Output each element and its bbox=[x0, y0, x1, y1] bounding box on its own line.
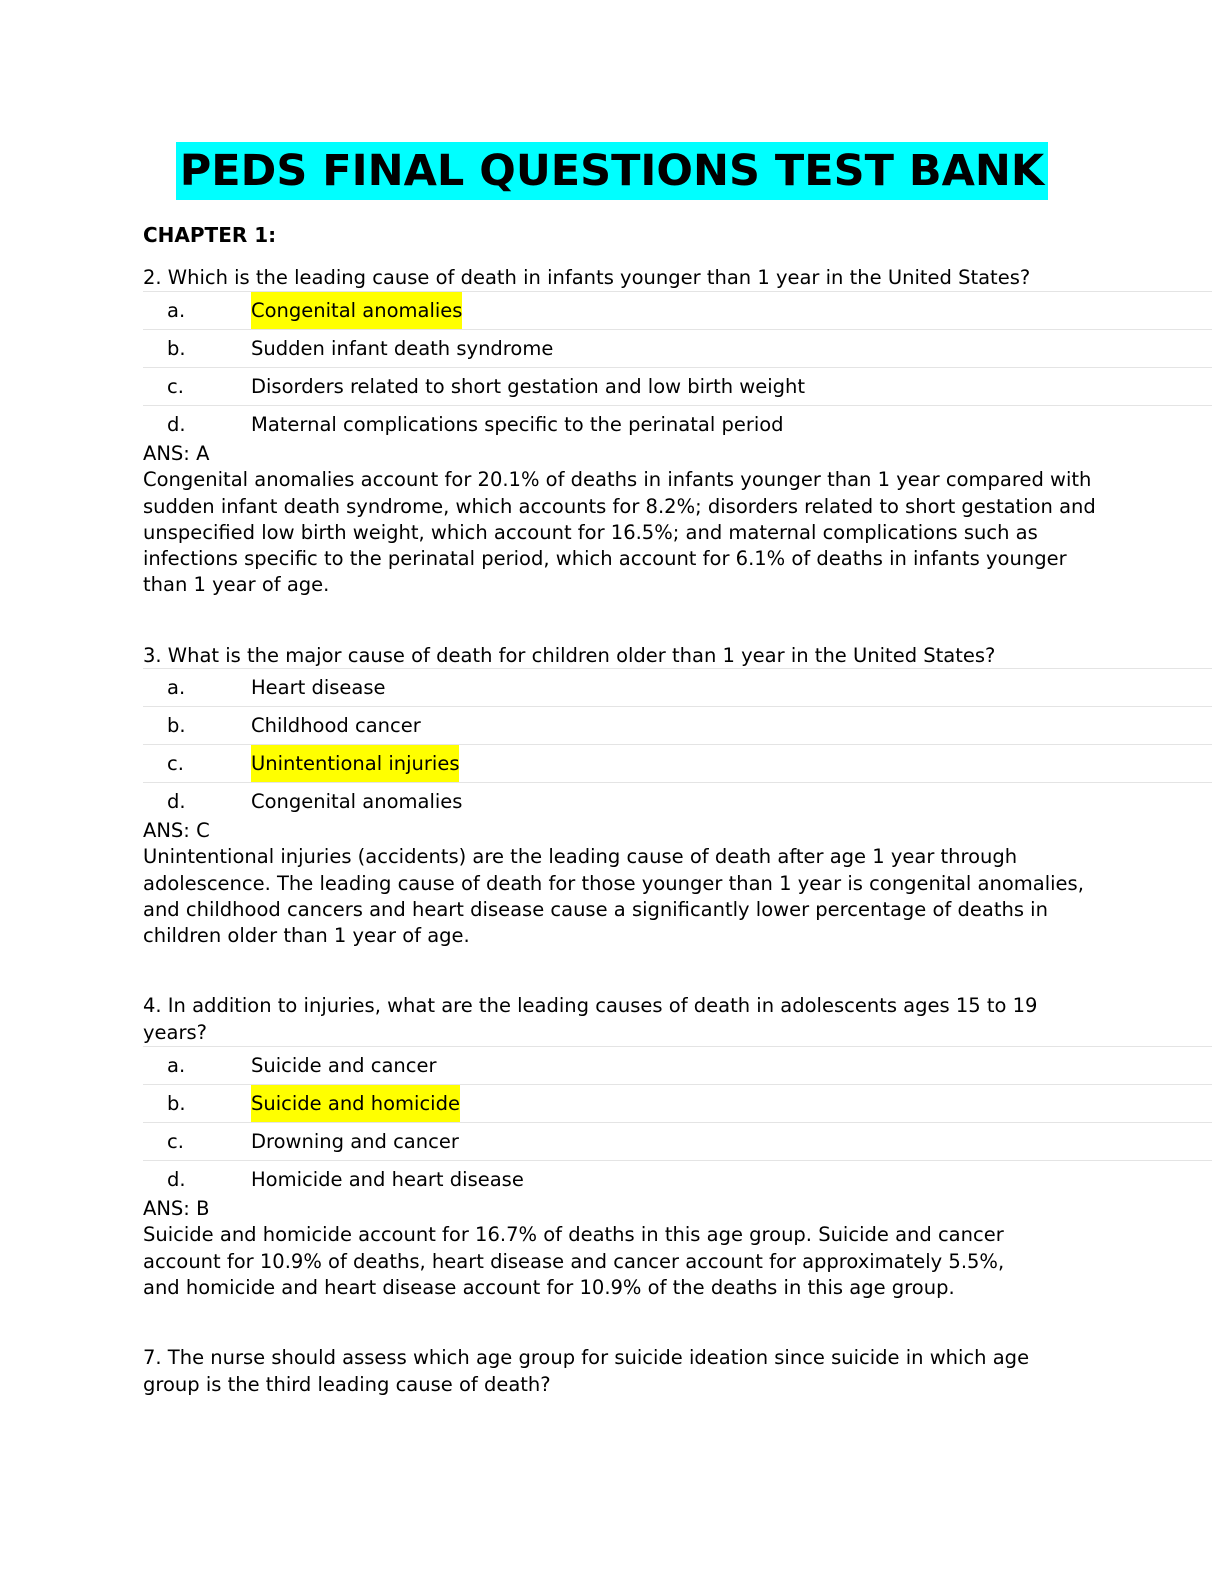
rationale-text: Suicide and homicide account for 16.7% of deaths in this age group. Suicide and cancer account for 10.9% of deaths, heart disease and cancer account for approximately 5.5%, and homicide and heart disease account for 10.9% of the deaths in this age group. bbox=[143, 1223, 1005, 1299]
option-text: Childhood cancer bbox=[251, 714, 421, 737]
answer-key: ANS: B bbox=[143, 1197, 210, 1220]
question-4-answer-block bbox=[143, 1196, 1043, 1301]
document-title: PEDS FINAL QUESTIONS TEST BANK bbox=[176, 142, 1049, 200]
option-letter: d. bbox=[167, 790, 186, 813]
option-text: Suicide and cancer bbox=[251, 1054, 437, 1077]
option-letter: d. bbox=[167, 413, 186, 436]
option-row bbox=[143, 367, 1212, 405]
option-letter: a. bbox=[167, 299, 186, 322]
question-2-answer-block bbox=[143, 441, 1103, 599]
option-row bbox=[143, 329, 1212, 367]
title-container bbox=[0, 142, 1224, 200]
option-letter: d. bbox=[167, 1168, 186, 1191]
chapter-heading: CHAPTER 1: bbox=[143, 223, 277, 247]
option-letter: c. bbox=[167, 1130, 184, 1153]
question-3-answer-block bbox=[143, 818, 1103, 949]
option-row bbox=[143, 405, 1212, 443]
option-text: Sudden infant death syndrome bbox=[251, 337, 554, 360]
answer-key: ANS: C bbox=[143, 819, 210, 842]
option-text: Congenital anomalies bbox=[251, 790, 463, 813]
option-text: Disorders related to short gestation and low birth weight bbox=[251, 375, 806, 398]
option-letter: b. bbox=[167, 337, 186, 360]
question-3-text: 3. What is the major cause of death for children older than 1 year in the United States? bbox=[143, 644, 996, 667]
option-row bbox=[143, 744, 1212, 782]
question-2-text: 2. Which is the leading cause of death in infants younger than 1 year in the United States? bbox=[143, 266, 1031, 289]
option-letter: c. bbox=[167, 752, 184, 775]
option-row bbox=[143, 1122, 1212, 1160]
option-letter: c. bbox=[167, 375, 184, 398]
question-7-text: 7. The nurse should assess which age group for suicide ideation since suicide in which age group is the third leading cause of death? bbox=[143, 1346, 1030, 1396]
option-row bbox=[143, 1160, 1212, 1198]
option-row bbox=[143, 782, 1212, 820]
option-letter: b. bbox=[167, 714, 186, 737]
option-row bbox=[143, 706, 1212, 744]
answer-key: ANS: A bbox=[143, 442, 210, 465]
option-row bbox=[143, 668, 1212, 706]
option-text-correct: Unintentional injuries bbox=[251, 745, 459, 782]
question-4-text: 4. In addition to injuries, what are the leading causes of death in adolescents ages 15 to 19 years? bbox=[143, 994, 1038, 1044]
rationale-text: Congenital anomalies account for 20.1% of deaths in infants younger than 1 year compared with sudden infant death syndrome, which accounts for 8.2%; disorders related to short gestation and unspecified low birth weight, which account for 16.5%; and maternal complications such as infections specific to the perinatal period, which account for 6.1% of deaths in infants younger than 1 year of age. bbox=[143, 468, 1096, 597]
option-row bbox=[143, 1046, 1212, 1084]
option-text-correct: Congenital anomalies bbox=[251, 292, 462, 329]
option-row bbox=[143, 291, 1212, 329]
option-text: Heart disease bbox=[251, 676, 386, 699]
question-4-options bbox=[143, 1046, 1212, 1198]
option-letter: b. bbox=[167, 1092, 186, 1115]
option-text-correct: Suicide and homicide bbox=[251, 1085, 460, 1122]
option-letter: a. bbox=[167, 676, 186, 699]
option-text: Homicide and heart disease bbox=[251, 1168, 524, 1191]
option-text: Maternal complications specific to the perinatal period bbox=[251, 413, 784, 436]
option-letter: a. bbox=[167, 1054, 186, 1077]
option-text: Drowning and cancer bbox=[251, 1130, 459, 1153]
option-row bbox=[143, 1084, 1212, 1122]
question-3-options bbox=[143, 668, 1212, 820]
question-2-options bbox=[143, 291, 1212, 443]
rationale-text: Unintentional injuries (accidents) are the leading cause of death after age 1 year through adolescence. The leading cause of death for those younger than 1 year is congenital anomalies, and childhood cancers and heart disease cause a significantly lower percentage of deaths in children older than 1 year of age. bbox=[143, 845, 1084, 948]
